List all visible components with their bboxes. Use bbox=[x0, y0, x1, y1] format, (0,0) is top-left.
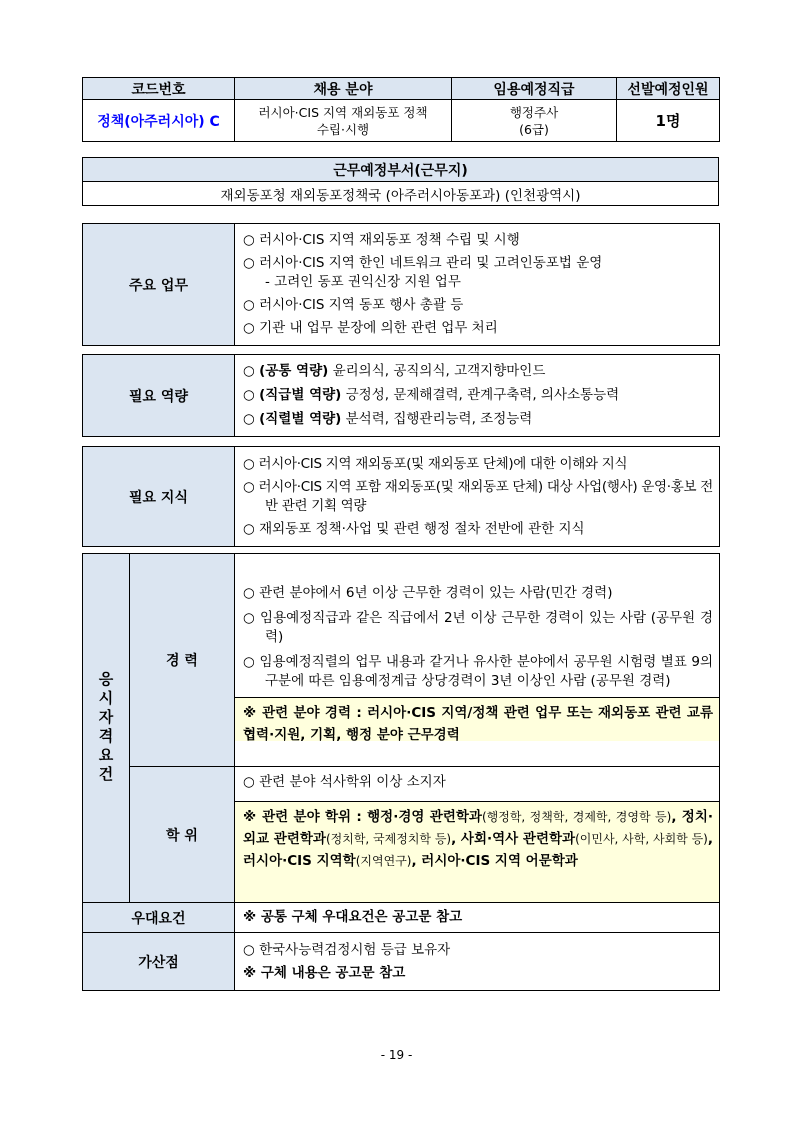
knowledge-item: ○ 재외동포 정책·사업 및 관련 행정 절차 전반에 관한 지식 bbox=[243, 520, 585, 537]
count-header: 선발예정인원 bbox=[617, 78, 720, 100]
bonus-label: 가산점 bbox=[83, 933, 235, 991]
dept-value: 재외동포청 재외동포정책국 (아주러시아동포과) (인천광역시) bbox=[83, 182, 719, 206]
code-value: 정책(아주러시아) C bbox=[83, 100, 235, 142]
preference-label: 우대요건 bbox=[83, 903, 235, 933]
field-header: 채용 분야 bbox=[235, 78, 452, 100]
duty-item: ○ 러시아·CIS 지역 동포 행사 총괄 등 bbox=[243, 297, 464, 313]
count-value: 1명 bbox=[617, 100, 720, 142]
duties-label: 주요 업무 bbox=[83, 224, 235, 346]
dept-header: 근무예정부서(근무지) bbox=[83, 158, 719, 182]
competency-table bbox=[82, 354, 720, 437]
career-item: ○ 임용예정직렬의 업무 내용과 같거나 유사한 분야에서 공무원 시험령 별표 9의 구분에 따른 임용예정계급 상당경력이 3년 이상인 사람 (공무원 경력) bbox=[243, 653, 713, 689]
field-value: 러시아·CIS 지역 재외동포 정책 수립·시행 bbox=[235, 100, 452, 142]
knowledge-item: ○ 러시아·CIS 지역 재외동포(및 재외동포 단체)에 대한 이해와 지식 bbox=[243, 455, 628, 472]
competency-content bbox=[235, 355, 720, 437]
dept-table bbox=[82, 157, 719, 206]
competency-item: ○ (직급별 역량) 긍정성, 문제해결력, 관계구축력, 의사소통능력 bbox=[243, 387, 620, 403]
career-label: 경 력 bbox=[130, 554, 235, 767]
bonus-content bbox=[235, 933, 720, 991]
duty-item: ○ 러시아·CIS 지역 재외동포 정책 수립 및 시행 bbox=[243, 232, 520, 248]
degree-label: 학 위 bbox=[130, 767, 235, 903]
knowledge-content bbox=[235, 447, 720, 547]
degree-content bbox=[235, 767, 720, 903]
duties-table bbox=[82, 223, 720, 346]
duty-item: ○ 기관 내 업무 분장에 의한 관련 업무 처리 bbox=[243, 320, 498, 336]
page-number: - 19 - bbox=[380, 1048, 413, 1062]
preference-content: ※ 공통 구체 우대요건은 공고문 참고 bbox=[235, 903, 720, 933]
career-item: ○ 임용예정직급과 같은 직급에서 2년 이상 근무한 경력이 있는 사람 (공무원 경력) bbox=[243, 609, 713, 645]
bonus-note: ※ 구체 내용은 공고문 참고 bbox=[243, 964, 406, 981]
knowledge-label: 필요 지식 bbox=[83, 447, 235, 547]
duty-item: ○ 러시아·CIS 지역 한인 네트워크 관리 및 고려인동포법 운영 bbox=[243, 255, 603, 271]
degree-item: ○ 관련 분야 석사학위 이상 소지자 bbox=[243, 774, 446, 790]
knowledge-item: ○ 러시아·CIS 지역 포함 재외동포(및 재외동포 단체) 대상 사업(행사) 운영·홍보 전반 관련 기획 역량 bbox=[243, 478, 713, 514]
competency-item: ○ (직렬별 역량) 분석력, 집행관리능력, 조정능력 bbox=[243, 411, 533, 427]
grade-value: 행정주사 (6급) bbox=[452, 100, 617, 142]
duties-content bbox=[235, 224, 720, 346]
career-note: ※ 관련 분야 경력 : 러시아·CIS 지역/정책 관련 업무 또는 재외동포 관련 교류 협력·지원, 기획, 행정 분야 근무경력 bbox=[235, 697, 719, 741]
header-table bbox=[82, 77, 720, 142]
bonus-item: ○ 한국사능력검정시험 등급 보유자 bbox=[243, 941, 451, 958]
knowledge-table bbox=[82, 446, 720, 547]
competency-label: 필요 역량 bbox=[83, 355, 235, 437]
qualification-table bbox=[82, 553, 720, 991]
career-item: ○ 관련 분야에서 6년 이상 근무한 경력이 있는 사람(민간 경력) bbox=[243, 584, 613, 601]
code-header: 코드번호 bbox=[83, 78, 235, 100]
competency-item: ○ (공통 역량) 윤리의식, 공직의식, 고객지향마인드 bbox=[243, 363, 546, 379]
duty-subitem: - 고려인 동포 권익신장 지원 업무 bbox=[265, 274, 461, 290]
degree-note: ※ 관련 분야 학위 : 행정·경영 관련학과(행정학, 정책학, 경제학, 경영학 등), 정치·외교 관련학과(정치학, 국제정치학 등), 사회·역사 관련학과(이민사, 사학, 사회학 등), 러시아·CIS 지역학(지역연구), 러시아·CIS 지역 어문학과 bbox=[235, 801, 719, 902]
grade-header: 임용예정직급 bbox=[452, 78, 617, 100]
career-content bbox=[235, 554, 720, 767]
qualification-label: 응시자격요건 bbox=[83, 554, 130, 903]
